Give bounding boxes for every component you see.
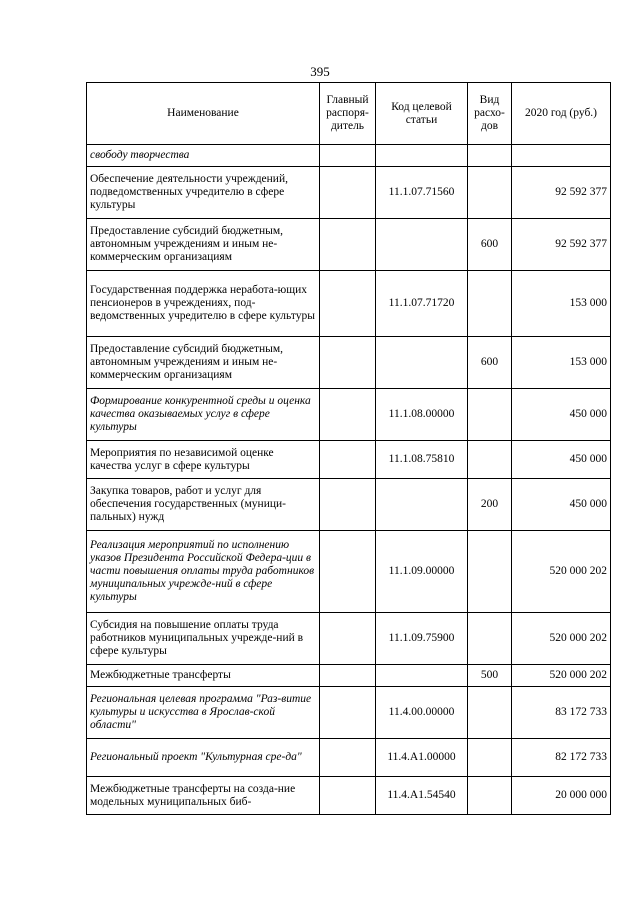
table-row <box>87 613 611 665</box>
table-row <box>87 777 611 815</box>
cell-name: Реализация мероприятий по исполнению указов Президента Российской Федера-ции в части повышения оплаты труда работников муниципальных учрежде-ний в сфере культуры <box>87 531 320 613</box>
cell-amount: 20 000 000 <box>512 777 611 815</box>
cell-admin <box>320 441 376 479</box>
budget-table <box>86 82 611 815</box>
header-code: Код целевой статьи <box>376 83 468 145</box>
cell-amount: 450 000 <box>512 479 611 531</box>
cell-name: свободу творчества <box>87 145 320 167</box>
cell-admin <box>320 145 376 167</box>
cell-admin <box>320 531 376 613</box>
cell-name: Предоставление субсидий бюджетным, автономным учреждениям и иным не-коммерческим организациям <box>87 337 320 389</box>
cell-admin <box>320 739 376 777</box>
header-type: Вид расхо-дов <box>468 83 512 145</box>
cell-admin <box>320 665 376 687</box>
cell-code: 11.4.A1.54540 <box>376 777 468 815</box>
table-row <box>87 271 611 337</box>
table-row <box>87 687 611 739</box>
cell-type <box>468 739 512 777</box>
cell-name: Межбюджетные трансферты <box>87 665 320 687</box>
cell-code: 11.1.08.00000 <box>376 389 468 441</box>
cell-type: 600 <box>468 337 512 389</box>
cell-amount <box>512 145 611 167</box>
table-row <box>87 441 611 479</box>
cell-type <box>468 531 512 613</box>
table-row <box>87 389 611 441</box>
cell-admin <box>320 479 376 531</box>
cell-code <box>376 479 468 531</box>
cell-amount: 153 000 <box>512 337 611 389</box>
cell-admin <box>320 167 376 219</box>
cell-type: 600 <box>468 219 512 271</box>
cell-admin <box>320 219 376 271</box>
table-body <box>87 145 611 815</box>
cell-code: 11.1.09.75900 <box>376 613 468 665</box>
cell-amount: 82 172 733 <box>512 739 611 777</box>
table-row <box>87 337 611 389</box>
table-header <box>87 83 611 145</box>
table-row <box>87 665 611 687</box>
cell-admin <box>320 687 376 739</box>
cell-type <box>468 389 512 441</box>
cell-type <box>468 613 512 665</box>
cell-code <box>376 665 468 687</box>
cell-name: Обеспечение деятельности учреждений, подведомственных учредителю в сфере культуры <box>87 167 320 219</box>
cell-code: 11.4.00.00000 <box>376 687 468 739</box>
cell-name: Региональный проект "Культурная сре-да" <box>87 739 320 777</box>
table-row <box>87 145 611 167</box>
table-row <box>87 167 611 219</box>
cell-type: 200 <box>468 479 512 531</box>
cell-amount: 92 592 377 <box>512 167 611 219</box>
table-row <box>87 219 611 271</box>
cell-name: Субсидия на повышение оплаты труда работников муниципальных учрежде-ний в сфере культуры <box>87 613 320 665</box>
cell-amount: 153 000 <box>512 271 611 337</box>
cell-code <box>376 219 468 271</box>
header-amount: 2020 год (руб.) <box>512 83 611 145</box>
header-admin: Главный распоря-дитель <box>320 83 376 145</box>
cell-name: Межбюджетные трансферты на созда-ние модельных муниципальных биб- <box>87 777 320 815</box>
cell-amount: 520 000 202 <box>512 665 611 687</box>
cell-amount: 450 000 <box>512 389 611 441</box>
cell-name: Закупка товаров, работ и услуг для обеспечения государственных (муници-пальных) нужд <box>87 479 320 531</box>
cell-type <box>468 271 512 337</box>
cell-admin <box>320 389 376 441</box>
cell-name: Формирование конкурентной среды и оценка качества оказываемых услуг в сфере культуры <box>87 389 320 441</box>
cell-type: 500 <box>468 665 512 687</box>
cell-type <box>468 687 512 739</box>
cell-admin <box>320 271 376 337</box>
cell-amount: 520 000 202 <box>512 531 611 613</box>
cell-code <box>376 145 468 167</box>
cell-code: 11.1.07.71560 <box>376 167 468 219</box>
table-row <box>87 739 611 777</box>
cell-type <box>468 777 512 815</box>
cell-name: Предоставление субсидий бюджетным, автономным учреждениям и иным не-коммерческим организациям <box>87 219 320 271</box>
cell-amount: 520 000 202 <box>512 613 611 665</box>
cell-code: 11.1.09.00000 <box>376 531 468 613</box>
table-row <box>87 531 611 613</box>
cell-code: 11.4.A1.00000 <box>376 739 468 777</box>
page-number: 395 <box>310 64 330 79</box>
cell-admin <box>320 613 376 665</box>
cell-amount: 92 592 377 <box>512 219 611 271</box>
cell-amount: 450 000 <box>512 441 611 479</box>
cell-code: 11.1.08.75810 <box>376 441 468 479</box>
cell-code: 11.1.07.71720 <box>376 271 468 337</box>
cell-type <box>468 441 512 479</box>
cell-code <box>376 337 468 389</box>
cell-type <box>468 145 512 167</box>
cell-amount: 83 172 733 <box>512 687 611 739</box>
table-row <box>87 479 611 531</box>
cell-name: Государственная поддержка неработа-ющих пенсионеров в учреждениях, под-ведомственных учредителю в сфере культуры <box>87 271 320 337</box>
header-name: Наименование <box>87 83 320 145</box>
cell-admin <box>320 337 376 389</box>
cell-name: Мероприятия по независимой оценке качества услуг в сфере культуры <box>87 441 320 479</box>
cell-type <box>468 167 512 219</box>
cell-name: Региональная целевая программа "Раз-витие культуры и искусства в Ярослав-ской области" <box>87 687 320 739</box>
cell-admin <box>320 777 376 815</box>
